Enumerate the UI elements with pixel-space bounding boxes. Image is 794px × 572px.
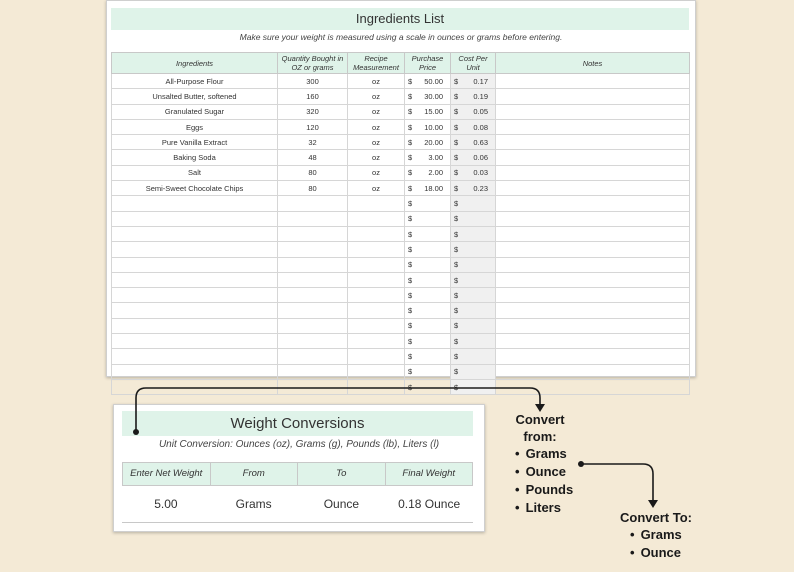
currency-symbol: $ bbox=[408, 260, 413, 270]
final-weight-value: 0.18 Ounce bbox=[398, 497, 461, 511]
price-value: 18.00 bbox=[424, 183, 443, 193]
currency-symbol: $ bbox=[454, 122, 459, 132]
price-value: 15.00 bbox=[424, 107, 443, 117]
currency-symbol: $ bbox=[408, 137, 413, 147]
currency-symbol: $ bbox=[454, 382, 459, 392]
cell-ingredient[interactable]: Salt bbox=[112, 165, 278, 180]
cost-value: 0.08 bbox=[473, 122, 488, 132]
price-value: 2.00 bbox=[428, 168, 443, 178]
convert-to-annotation bbox=[616, 509, 696, 562]
list-item: • Grams bbox=[630, 526, 696, 544]
header-from: From bbox=[211, 463, 299, 485]
currency-symbol: $ bbox=[454, 76, 459, 86]
cost-value: 0.23 bbox=[473, 183, 488, 193]
price-value: 10.00 bbox=[424, 122, 443, 132]
currency-symbol: $ bbox=[408, 153, 413, 163]
currency-symbol: $ bbox=[454, 183, 459, 193]
cell-ingredient[interactable]: All-Purpose Flour bbox=[112, 74, 278, 89]
currency-symbol: $ bbox=[454, 336, 459, 346]
cell-quantity[interactable]: 80 bbox=[278, 181, 348, 196]
currency-symbol: $ bbox=[408, 306, 413, 316]
price-value: 50.00 bbox=[424, 76, 443, 86]
currency-symbol: $ bbox=[408, 214, 413, 224]
list-item: • Ounce bbox=[630, 544, 696, 562]
currency-symbol: $ bbox=[454, 214, 459, 224]
convert-to-list bbox=[630, 526, 696, 562]
currency-symbol: $ bbox=[454, 229, 459, 239]
convert-from-annotation bbox=[505, 411, 575, 517]
cost-value: 0.06 bbox=[473, 153, 488, 163]
currency-symbol: $ bbox=[408, 351, 413, 361]
convert-from-arrow bbox=[136, 388, 540, 430]
cell-ingredient[interactable]: Eggs bbox=[112, 119, 278, 134]
net-weight-input[interactable]: 5.00 bbox=[154, 497, 178, 511]
convert-from-title-line2: from: bbox=[523, 429, 557, 444]
currency-symbol: $ bbox=[408, 244, 413, 254]
price-value: 20.00 bbox=[424, 137, 443, 147]
currency-symbol: $ bbox=[408, 290, 413, 300]
column-header-notes[interactable]: Notes bbox=[496, 53, 690, 74]
converter-subtitle: Unit Conversion: Ounces (oz), Grams (g), Pounds (lb), Liters (l) bbox=[158, 439, 440, 450]
currency-symbol: $ bbox=[408, 91, 413, 101]
currency-symbol: $ bbox=[454, 153, 459, 163]
cell-measurement[interactable]: oz bbox=[348, 89, 405, 104]
currency-symbol: $ bbox=[408, 168, 413, 178]
cell-measurement[interactable]: oz bbox=[348, 74, 405, 89]
currency-symbol: $ bbox=[454, 244, 459, 254]
currency-symbol: $ bbox=[408, 382, 413, 392]
currency-symbol: $ bbox=[408, 367, 413, 377]
column-header-ingredients[interactable]: Ingredients bbox=[112, 53, 278, 74]
price-value: 30.00 bbox=[424, 91, 443, 101]
currency-symbol: $ bbox=[408, 122, 413, 132]
cell-ingredient[interactable]: Baking Soda bbox=[112, 150, 278, 165]
currency-symbol: $ bbox=[408, 336, 413, 346]
currency-symbol: $ bbox=[454, 321, 459, 331]
currency-symbol: $ bbox=[408, 321, 413, 331]
cell-ingredient[interactable]: Unsalted Butter, softened bbox=[112, 89, 278, 104]
currency-symbol: $ bbox=[454, 260, 459, 270]
cell-ingredient[interactable]: Granulated Sugar bbox=[112, 104, 278, 119]
currency-symbol: $ bbox=[454, 367, 459, 377]
currency-symbol: $ bbox=[454, 168, 459, 178]
currency-symbol: $ bbox=[454, 199, 459, 209]
cell-measurement[interactable]: oz bbox=[348, 165, 405, 180]
cost-value: 0.05 bbox=[473, 107, 488, 117]
to-unit-select[interactable]: Ounce bbox=[323, 497, 360, 511]
currency-symbol: $ bbox=[454, 91, 459, 101]
column-header-recipe-measurement[interactable]: Recipe Measurement bbox=[348, 53, 405, 74]
cell-quantity[interactable]: 320 bbox=[278, 104, 348, 119]
convert-from-title-line1: Convert bbox=[515, 412, 565, 427]
cell-quantity[interactable]: 32 bbox=[278, 135, 348, 150]
list-item: • Grams bbox=[515, 445, 575, 463]
cost-value: 0.03 bbox=[473, 168, 488, 178]
header-final-weight: Final Weight bbox=[402, 468, 456, 479]
cell-measurement[interactable]: oz bbox=[348, 150, 405, 165]
cell-measurement[interactable]: oz bbox=[348, 181, 405, 196]
currency-symbol: $ bbox=[408, 183, 413, 193]
convert-to-arrowhead bbox=[648, 500, 658, 508]
list-item: • Pounds bbox=[515, 481, 575, 499]
currency-symbol: $ bbox=[454, 351, 459, 361]
from-unit-select[interactable]: Grams bbox=[235, 497, 272, 511]
cell-quantity[interactable]: 160 bbox=[278, 89, 348, 104]
cell-quantity[interactable]: 80 bbox=[278, 165, 348, 180]
cell-quantity[interactable]: 48 bbox=[278, 150, 348, 165]
convert-from-arrow-dot bbox=[133, 429, 139, 435]
cell-measurement[interactable]: oz bbox=[348, 119, 405, 134]
currency-symbol: $ bbox=[408, 199, 413, 209]
list-item: • Liters bbox=[515, 499, 575, 517]
currency-symbol: $ bbox=[408, 229, 413, 239]
column-header-purchase-price[interactable]: Purchase Price bbox=[405, 53, 451, 74]
convert-from-list bbox=[515, 445, 575, 517]
header-net-weight: Enter Net Weight bbox=[123, 463, 211, 485]
cell-ingredient[interactable]: Semi-Sweet Chocolate Chips bbox=[112, 181, 278, 196]
cell-quantity[interactable]: 120 bbox=[278, 119, 348, 134]
cost-value: 0.63 bbox=[473, 137, 488, 147]
cell-ingredient[interactable]: Pure Vanilla Extract bbox=[112, 135, 278, 150]
convert-to-title: Convert To: bbox=[620, 510, 692, 525]
header-to: To bbox=[298, 463, 386, 485]
currency-symbol: $ bbox=[408, 107, 413, 117]
list-item: • Ounce bbox=[515, 463, 575, 481]
convert-to-arrow bbox=[581, 464, 653, 502]
currency-symbol: $ bbox=[408, 275, 413, 285]
column-header-cost-per-unit[interactable]: Cost Per Unit bbox=[451, 53, 496, 74]
currency-symbol: $ bbox=[454, 290, 459, 300]
cell-measurement[interactable]: oz bbox=[348, 104, 405, 119]
converter-title: Weight Conversions bbox=[122, 411, 473, 436]
cost-value: 0.19 bbox=[473, 91, 488, 101]
price-value: 3.00 bbox=[428, 153, 443, 163]
sheet-title: Ingredients List bbox=[111, 8, 689, 30]
column-header-quantity[interactable]: Quantity Bought in OZ or grams bbox=[278, 53, 348, 74]
currency-symbol: $ bbox=[454, 107, 459, 117]
currency-symbol: $ bbox=[454, 275, 459, 285]
currency-symbol: $ bbox=[408, 76, 413, 86]
currency-symbol: $ bbox=[454, 137, 459, 147]
cell-quantity[interactable]: 300 bbox=[278, 74, 348, 89]
cost-value: 0.17 bbox=[473, 76, 488, 86]
currency-symbol: $ bbox=[454, 306, 459, 316]
cell-measurement[interactable]: oz bbox=[348, 135, 405, 150]
sheet-instruction-note: Make sure your weight is measured using a scale in ounces or grams before entering. bbox=[239, 32, 563, 42]
